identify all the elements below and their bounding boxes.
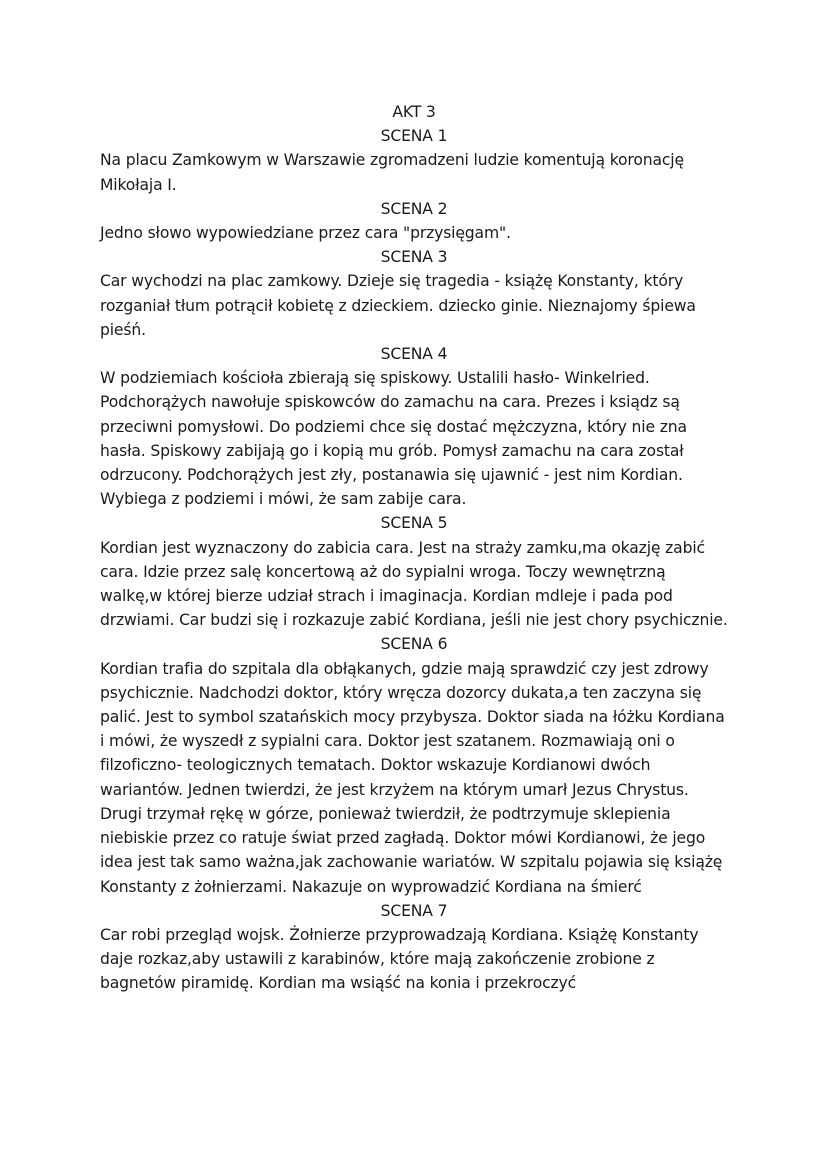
scene-title: SCENA 6 xyxy=(380,635,448,654)
scene-title: SCENA 7 xyxy=(380,901,448,920)
scene-title: SCENA 2 xyxy=(380,199,448,218)
act-title: AKT 3 xyxy=(392,103,436,121)
scene-text: Jedno słowo wypowiedziane przez cara "przysięgam". xyxy=(100,224,511,243)
scene-3 xyxy=(100,245,728,342)
scene-text: W podziemiach kościoła zbierają się spiskowy. Ustalili hasło- Winkelried. Podchorążych nawołuje spiskowców do zamachu na cara. Prezes i ksiądz są przeciwni pomysłowi. Do podziemi chce się dostać mężczyzna, który nie zna hasła. Spiskowy zabijają go i kopią mu grób. Pomysł zamachu na cara został odrzucony. Podchorążych jest zły, postanawia się ujawnić - jest nim Kordian. Wybiega z podziemi i mówi, że sam zabije cara. xyxy=(100,369,687,509)
scene-text: Na placu Zamkowym w Warszawie zgromadzeni ludzie komentują koronację Mikołaja I. xyxy=(100,151,684,194)
scene-5 xyxy=(100,511,728,632)
scene-4 xyxy=(100,342,728,511)
scene-7 xyxy=(100,899,728,996)
scene-6 xyxy=(100,632,728,898)
scene-title: SCENA 5 xyxy=(380,514,448,533)
scene-text: Car wychodzi na plac zamkowy. Dzieje się tragedia - książę Konstanty, który rozganiał tłum potrącił kobietę z dzieckiem. dziecko ginie. Nieznajomy śpiewa pieśń. xyxy=(100,272,696,339)
scene-title: SCENA 1 xyxy=(380,127,448,146)
scene-title: SCENA 3 xyxy=(380,248,448,267)
scene-text: Car robi przegląd wojsk. Żołnierze przyprowadzają Kordiana. Książę Konstanty daje rozkaz,aby ustawili z karabinów, które mają zakończenie zrobione z bagnetów piramidę. Kordian ma wsiąść na konia i przekroczyć xyxy=(100,925,699,993)
scene-1 xyxy=(100,124,728,197)
scene-text: Kordian trafia do szpitala dla obłąkanych, gdzie mają sprawdzić czy jest zdrowy psychicznie. Nadchodzi doktor, który wręcza dozorcy dukata,a ten zaczyna się palić. Jest to symbol szatańskich mocy przybysza. Doktor siada na łóżku Kordiana i mówi, że wyszedł z sypialni cara. Doktor jest szatanem. Rozmawiają oni o filzoficzno- teologicznych tematach. Doktor wskazuje Kordianowi dwóch wariantów. Jednen twierdzi, że jest krzyżem na którym umarł Jezus Chrystus. Drugi trzymał rękę w górze, ponieważ twierdził, że podtrzymuje sklepienia niebiskie przez co ratuje świat przed zagładą. Doktor mówi Kordianowi, że jego idea jest tak samo ważna,jak zachowanie wariatów. W szpitalu pojawia się książę Konstanty z żołnierzami. Nakazuje on wyprowadzić Kordiana na śmierć xyxy=(100,659,725,896)
scene-title: SCENA 4 xyxy=(380,345,448,364)
document-page xyxy=(100,100,728,996)
scene-text: Kordian jest wyznaczony do zabicia cara. Jest na straży zamku,ma okazję zabić cara. Idzie przez salę koncertową aż do sypialni wroga. Toczy wewnętrzną walkę,w której bierze udział strach i imaginacja. Kordian mdleje i pada pod drzwiami. Car budzi się i rozkazuje zabić Kordiana, jeśli nie jest chory psychicznie. xyxy=(100,538,728,630)
scene-2 xyxy=(100,197,728,245)
